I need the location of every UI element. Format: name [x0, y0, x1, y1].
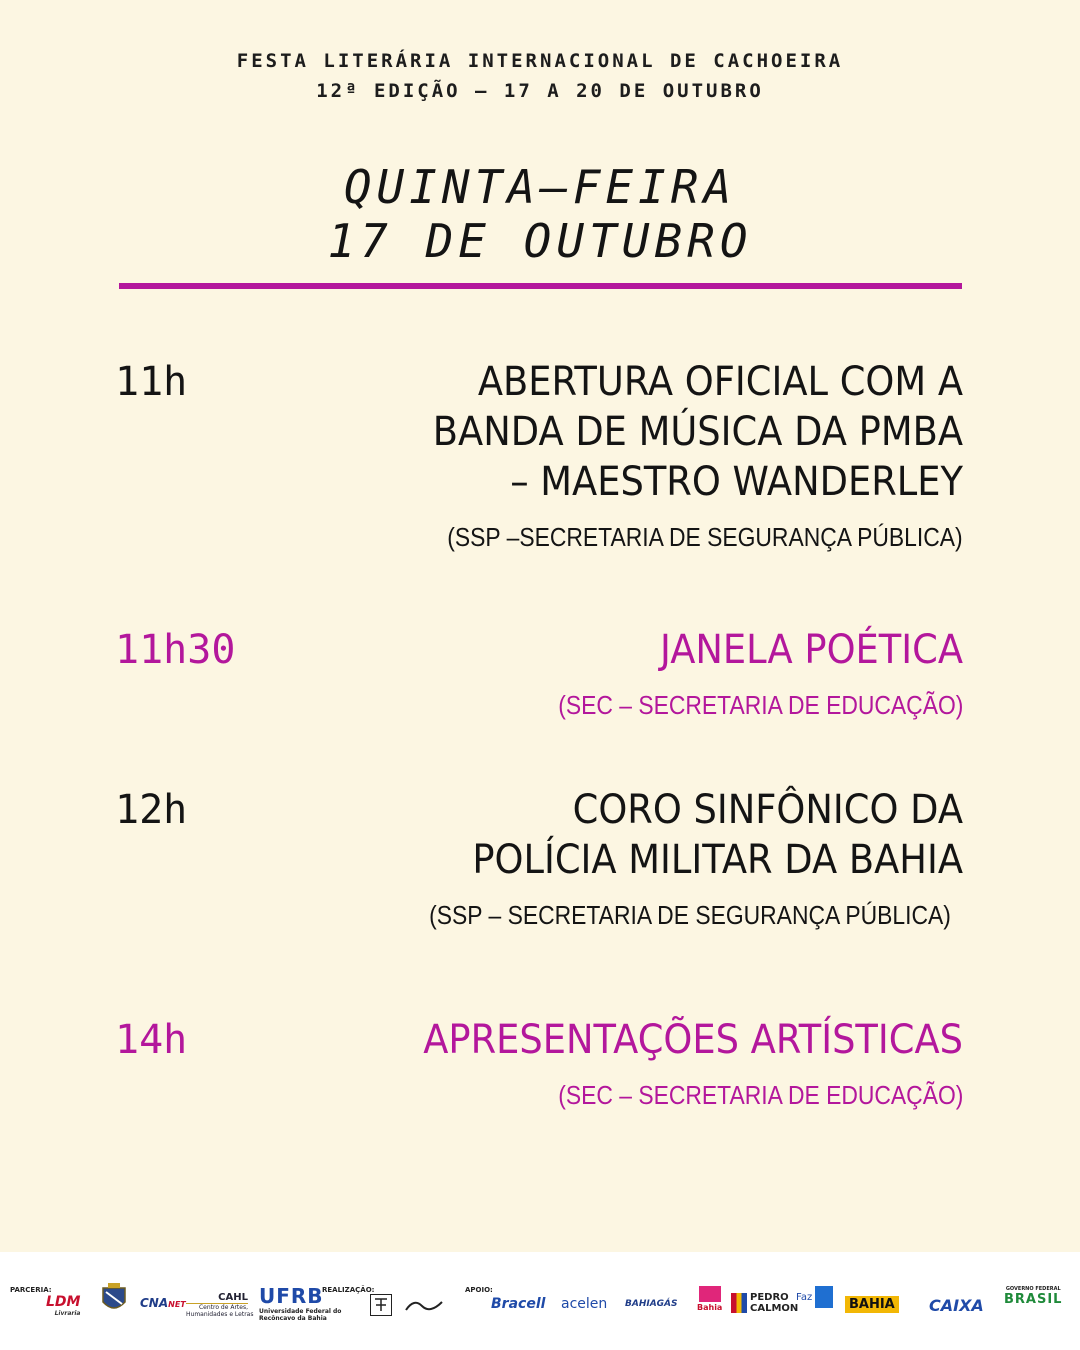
event-time: 14h	[115, 1017, 188, 1063]
event-title-line: POLÍCIA MILITAR DA BAHIA	[472, 837, 963, 883]
event-title-line: CORO SINFÔNICO DA	[572, 787, 963, 833]
event-title	[319, 1015, 963, 1065]
realizacao-label: REALIZAÇÃO:	[322, 1286, 375, 1294]
event-title-line: APRESENTAÇÕES ARTÍSTICAS	[423, 1017, 963, 1063]
governo-federal-logo: GOVERNO FEDERAL BRASIL	[1004, 1286, 1063, 1307]
caixa-logo: CAIXA	[929, 1296, 984, 1315]
edition-dates: 12ª EDIÇÃO – 17 A 20 DE OUTUBRO	[316, 80, 764, 102]
bahia-tourism-logo: Bahia	[697, 1286, 722, 1312]
event-title-line: BANDA DE MÚSICA DA PMBA	[432, 409, 963, 455]
acelen-logo: acelen	[561, 1296, 608, 1312]
weekday: QUINTA–FEIRA	[343, 160, 737, 214]
event-organizer: (SSP –SECRETARIA DE SEGURANÇA PÚBLICA)	[447, 522, 963, 552]
pedro-calmon-logo: PEDRO CALMON	[731, 1292, 798, 1314]
parceria-label: PARCERIA:	[10, 1286, 52, 1294]
event-title-line: JANELA POÉTICA	[660, 627, 963, 673]
fazcultura-logo: Faz	[796, 1286, 833, 1308]
bahiagas-logo: BAHIAGÁS	[625, 1299, 678, 1309]
cahl-logo: CAHL Centro de Artes, Humanidades e Letras	[186, 1292, 254, 1318]
event-time: 11h	[115, 359, 188, 405]
event-title	[374, 625, 963, 675]
divider-line	[119, 283, 962, 289]
event-time: 11h30	[115, 627, 236, 673]
event-title-line: ABERTURA OFICIAL COM A	[477, 359, 963, 405]
event-organizer: (SEC – SECRETARIA DE EDUCAÇÃO)	[557, 690, 963, 720]
event-title	[374, 785, 963, 885]
day-heading	[0, 160, 1080, 268]
governo-bahia-logo: BAHIA	[845, 1296, 899, 1313]
sponsor-footer	[0, 1252, 1080, 1350]
flica-logo-icon	[404, 1296, 444, 1314]
event-time: 12h	[115, 787, 188, 833]
cachoeira-crest-icon	[99, 1282, 129, 1314]
event-title-line: – MAESTRO WANDERLEY	[510, 459, 963, 505]
cna-logo: CNANET	[140, 1296, 186, 1310]
festival-name: FESTA LITERÁRIA INTERNACIONAL DE CACHOEIRA	[236, 50, 844, 72]
bracell-logo: Bracell	[491, 1296, 546, 1312]
ldm-logo: LDM Livraria	[46, 1294, 81, 1317]
apoio-label: APOIO:	[465, 1286, 493, 1294]
realizacao-logo-icon	[370, 1294, 392, 1316]
date: 17 DE OUTUBRO	[327, 214, 753, 268]
ufrb-logo: UFRB Universidade Federal do Recôncavo da Bahia	[259, 1284, 342, 1322]
event-organizer: (SEC – SECRETARIA DE EDUCAÇÃO)	[557, 1080, 963, 1110]
event-title	[374, 357, 963, 507]
festival-header	[0, 46, 1080, 106]
event-organizer: (SSP – SECRETARIA DE SEGURANÇA PÚBLICA)	[429, 900, 951, 930]
